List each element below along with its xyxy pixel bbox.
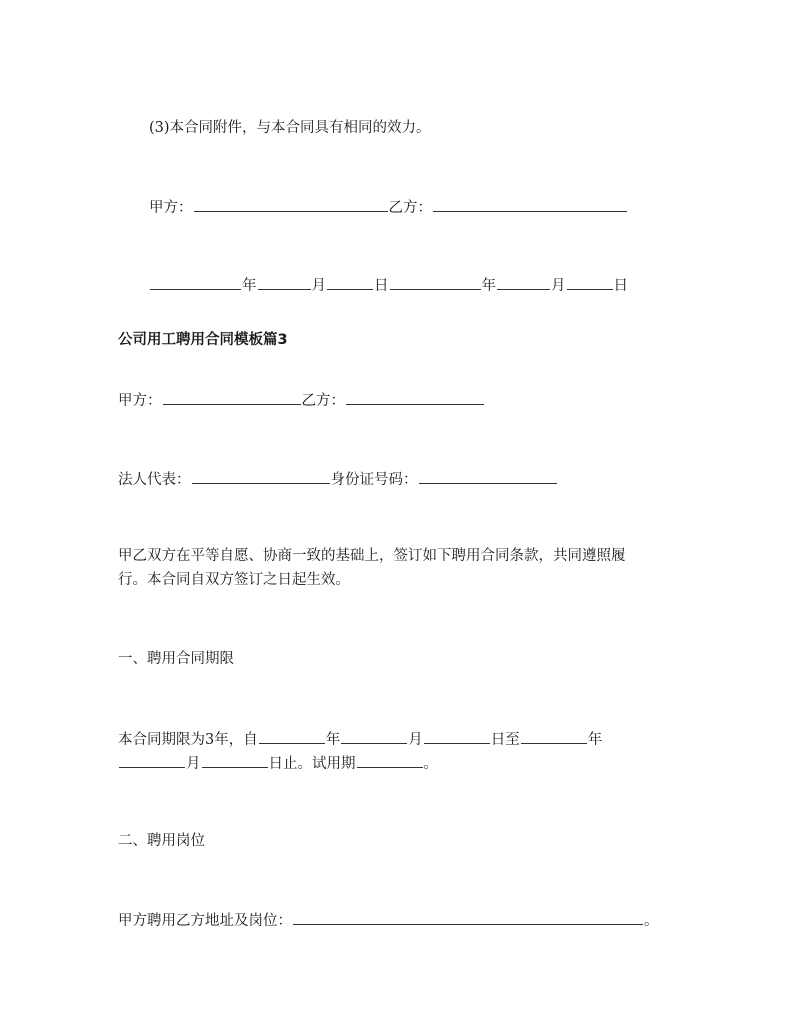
- end-day-blank: [202, 753, 268, 768]
- date-line: [149, 275, 628, 296]
- party-b-blank: [433, 197, 627, 212]
- year-blank: [390, 275, 481, 290]
- day-label: 日: [613, 278, 628, 294]
- month-label: 月: [311, 278, 326, 294]
- period-mark: 。: [644, 913, 659, 929]
- term-line-2: [118, 753, 438, 774]
- position-line: [118, 910, 659, 931]
- start-month-blank: [341, 729, 407, 744]
- party-a-blank: [163, 390, 301, 405]
- year-label: 年: [242, 278, 257, 294]
- intro-line-2: 行。本合同自双方签订之日起生效。: [118, 572, 350, 588]
- legal-rep-label: 法人代表：: [118, 472, 191, 488]
- month-blank: [497, 275, 550, 290]
- party-b-label: 乙方：: [388, 200, 432, 216]
- signature-line: [149, 197, 628, 218]
- day-label: 日: [374, 278, 389, 294]
- party-b-blank: [346, 390, 484, 405]
- end-month-blank: [119, 753, 185, 768]
- month-blank: [258, 275, 311, 290]
- start-year-blank: [259, 729, 325, 744]
- section-title: 公司用工聘用合同模板篇3: [118, 332, 288, 348]
- month-label: 月: [186, 756, 201, 772]
- legal-rep-blank: [192, 469, 330, 484]
- position-heading: 二、聘用岗位: [118, 833, 205, 849]
- day-blank: [327, 275, 373, 290]
- parties-line: [118, 390, 485, 411]
- position-label: 甲方聘用乙方地址及岗位：: [118, 913, 292, 929]
- term-heading: 一、聘用合同期限: [118, 651, 234, 667]
- year-label: 年: [325, 732, 341, 748]
- id-number-blank: [419, 469, 557, 484]
- id-number-label: 身份证号码：: [330, 472, 418, 488]
- clause-3: (3)本合同附件，与本合同具有相同的效力。: [149, 120, 431, 136]
- position-blank: [293, 910, 643, 925]
- year-label: 年: [481, 278, 496, 294]
- month-label: 月: [551, 278, 566, 294]
- period-mark: 。: [423, 756, 438, 772]
- month-label: 月: [408, 732, 423, 748]
- year-blank: [150, 275, 241, 290]
- start-day-blank: [424, 729, 490, 744]
- party-b-label: 乙方：: [301, 393, 345, 409]
- end-year-blank: [521, 729, 587, 744]
- party-a-label: 甲方：: [118, 393, 162, 409]
- term-prefix: 本合同期限为3年，自: [118, 732, 258, 748]
- party-a-blank: [194, 197, 388, 212]
- term-line-1: [118, 729, 602, 750]
- day-blank: [567, 275, 613, 290]
- legal-rep-line: [118, 469, 558, 490]
- intro-line-1: 甲乙双方在平等自愿、协商一致的基础上，签订如下聘用合同条款，共同遵照履: [118, 548, 626, 564]
- party-a-label: 甲方：: [149, 200, 193, 216]
- day-to-label: 日至: [490, 732, 520, 748]
- day-end-label: 日止。试用期: [268, 756, 356, 772]
- probation-blank: [357, 753, 423, 768]
- year-label: 年: [587, 732, 603, 748]
